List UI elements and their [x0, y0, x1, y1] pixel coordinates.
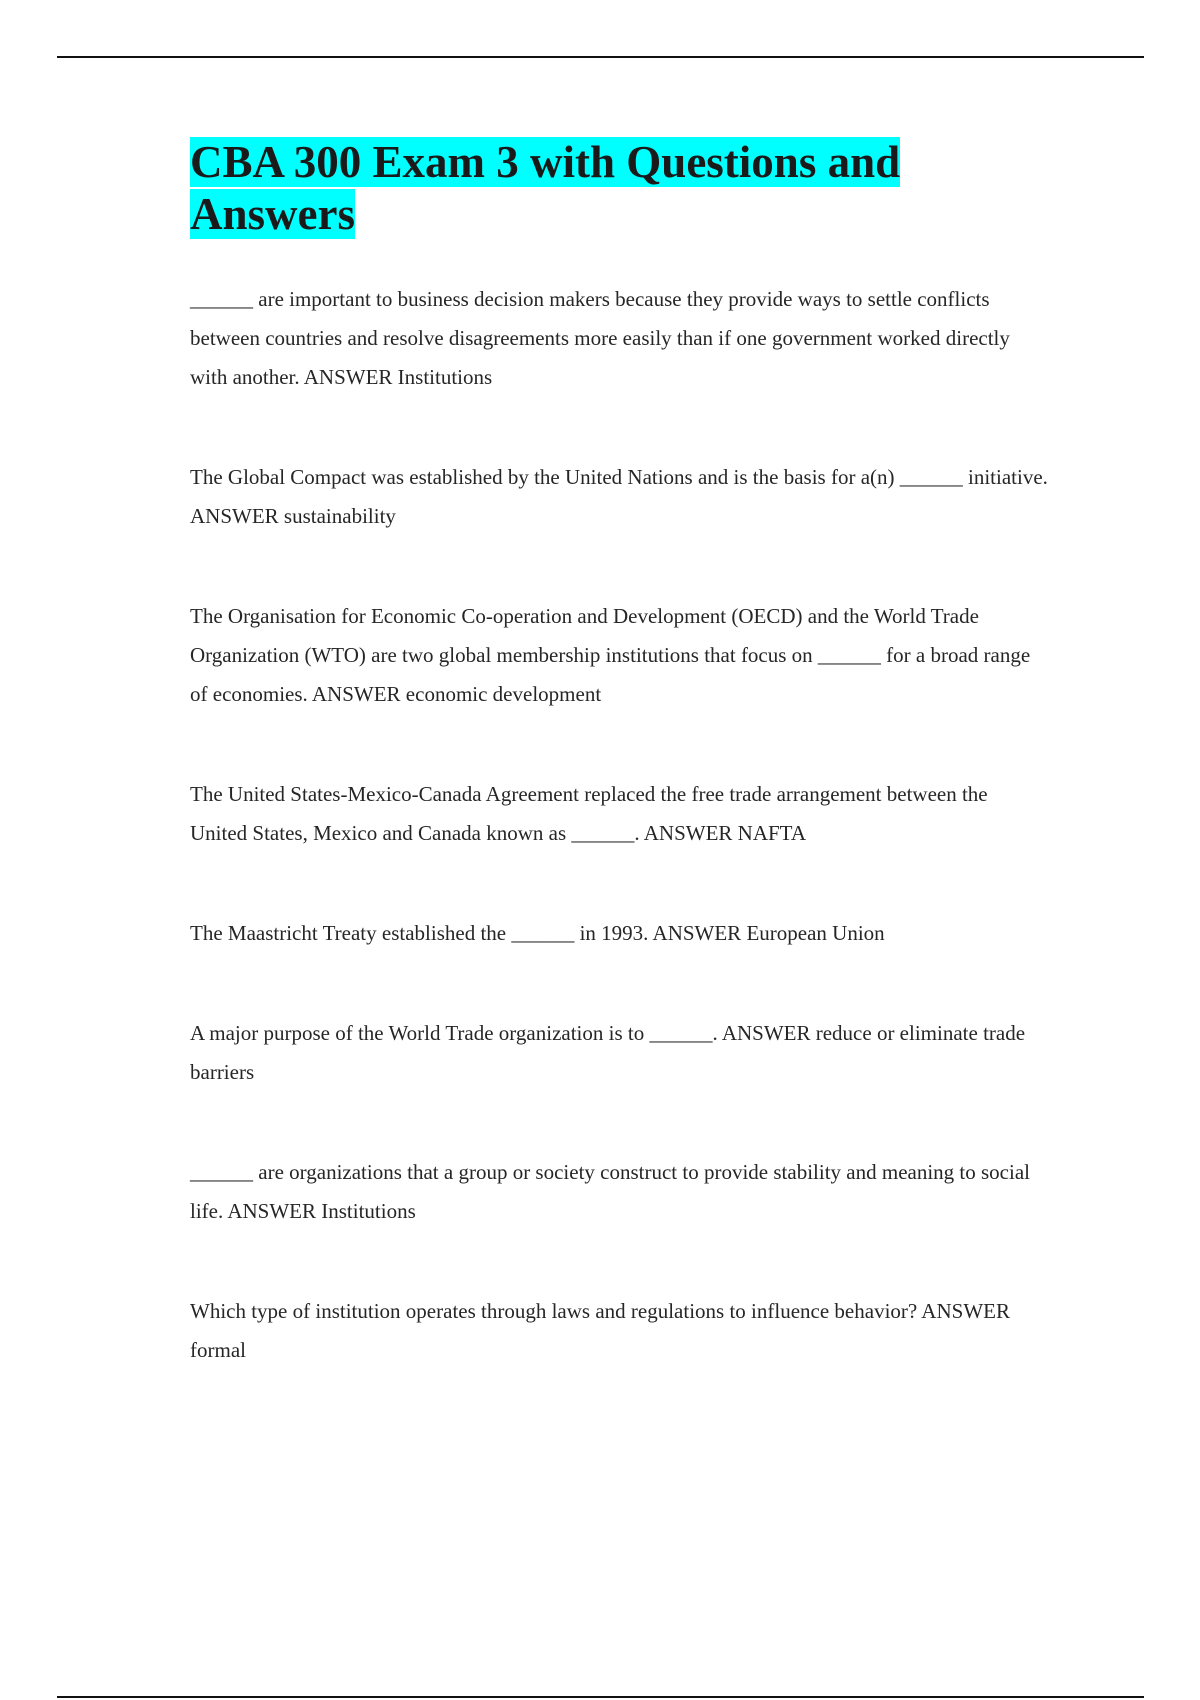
qa-item: The Organisation for Economic Co-operation and Development (OECD) and the World Trade Organization (WTO) are two global membership institutions that focus on ______ for a broad range of economies. ANSWER economic development: [190, 604, 1031, 706]
document-title: [190, 136, 1050, 240]
footer-rule: [57, 1696, 1144, 1698]
qa-list: [190, 280, 1050, 1370]
header-rule: [57, 56, 1144, 58]
qa-item: A major purpose of the World Trade organization is to ______. ANSWER reduce or eliminate trade barriers: [190, 1021, 1026, 1084]
document-body: [190, 136, 1050, 1431]
qa-item: The Maastricht Treaty established the ______ in 1993. ANSWER European Union: [190, 921, 885, 945]
qa-item: The United States-Mexico-Canada Agreement replaced the free trade arrangement between the United States, Mexico and Canada known as ______. ANSWER NAFTA: [190, 782, 988, 845]
qa-item: The Global Compact was established by the United Nations and is the basis for a(n) ______ initiative. ANSWER sustainability: [190, 465, 1048, 528]
qa-item: ______ are important to business decision makers because they provide ways to settle conflicts between countries and resolve disagreements more easily than if one government worked directly with another. ANSWER Institutions: [190, 287, 1010, 389]
qa-item: Which type of institution operates through laws and regulations to influence behavior? ANSWER formal: [190, 1299, 1010, 1362]
title-highlight: CBA 300 Exam 3 with Questions and Answers: [190, 137, 901, 239]
qa-item: ______ are organizations that a group or society construct to provide stability and meaning to social life. ANSWER Institutions: [190, 1160, 1030, 1223]
